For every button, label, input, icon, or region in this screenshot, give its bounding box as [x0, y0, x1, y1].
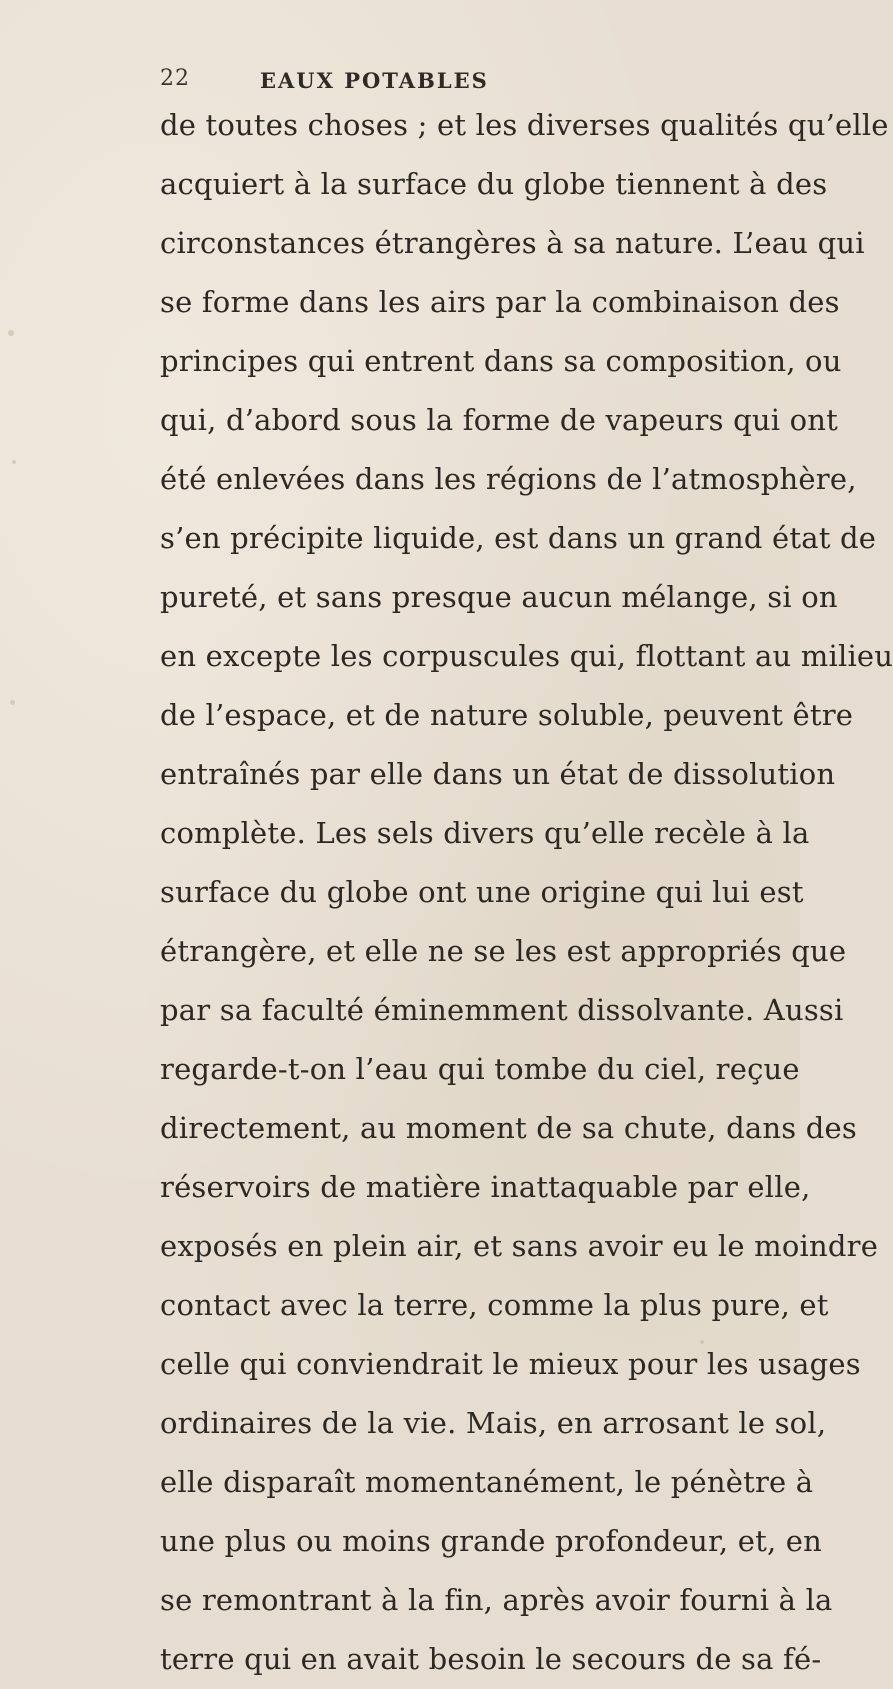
running-title: EAUX POTABLES [260, 68, 489, 93]
text-line: s’en précipite liquide, est dans un grand état de [160, 521, 877, 555]
text-line: contact avec la terre, comme la plus pure, et [160, 1288, 829, 1322]
text-line: en excepte les corpuscules qui, flottant au milieu [160, 639, 893, 673]
text-line: par sa faculté éminemment dissolvante. Aussi [160, 993, 844, 1027]
text-line: exposés en plein air, et sans avoir eu le moindre [160, 1229, 879, 1263]
text-line: acquiert à la surface du globe tiennent à des [160, 167, 828, 201]
paper-speck [8, 330, 14, 336]
text-line: elle disparaît momentanément, le pénètre à [160, 1465, 814, 1499]
text-line: regarde-t-on l’eau qui tombe du ciel, reçue [160, 1052, 800, 1086]
text-line: été enlevées dans les régions de l’atmosphère, [160, 462, 857, 496]
paper-speck [12, 460, 16, 464]
text-line: circonstances étrangères à sa nature. L’eau qui [160, 226, 865, 260]
text-line: se forme dans les airs par la combinaison des [160, 285, 840, 319]
page-number: 22 [160, 66, 190, 91]
body-text [160, 96, 893, 1689]
text-line: directement, au moment de sa chute, dans des [160, 1111, 857, 1145]
text-line: complète. Les sels divers qu’elle recèle à la [160, 816, 810, 850]
text-line: celle qui conviendrait le mieux pour les usages [160, 1347, 861, 1381]
text-line: pureté, et sans presque aucun mélange, si on [160, 580, 838, 614]
text-line: de toutes choses ; et les diverses qualités qu’elle [160, 108, 889, 142]
text-line: une plus ou moins grande profondeur, et, en [160, 1524, 823, 1558]
text-line: se remontrant à la fin, après avoir fourni à la [160, 1583, 833, 1617]
text-line: étrangère, et elle ne se les est appropriés que [160, 934, 847, 968]
text-line: surface du globe ont une origine qui lui est [160, 875, 804, 909]
text-line: principes qui entrent dans sa composition, ou [160, 344, 842, 378]
text-line: terre qui en avait besoin le secours de sa fé- [160, 1642, 822, 1676]
text-line: qui, d’abord sous la forme de vapeurs qui ont [160, 403, 839, 437]
text-line: réservoirs de matière inattaquable par elle, [160, 1170, 811, 1204]
text-line: de l’espace, et de nature soluble, peuvent être [160, 698, 854, 732]
paper-speck [10, 700, 15, 705]
text-line: ordinaires de la vie. Mais, en arrosant le sol, [160, 1406, 827, 1440]
text-line: entraînés par elle dans un état de dissolution [160, 757, 836, 791]
